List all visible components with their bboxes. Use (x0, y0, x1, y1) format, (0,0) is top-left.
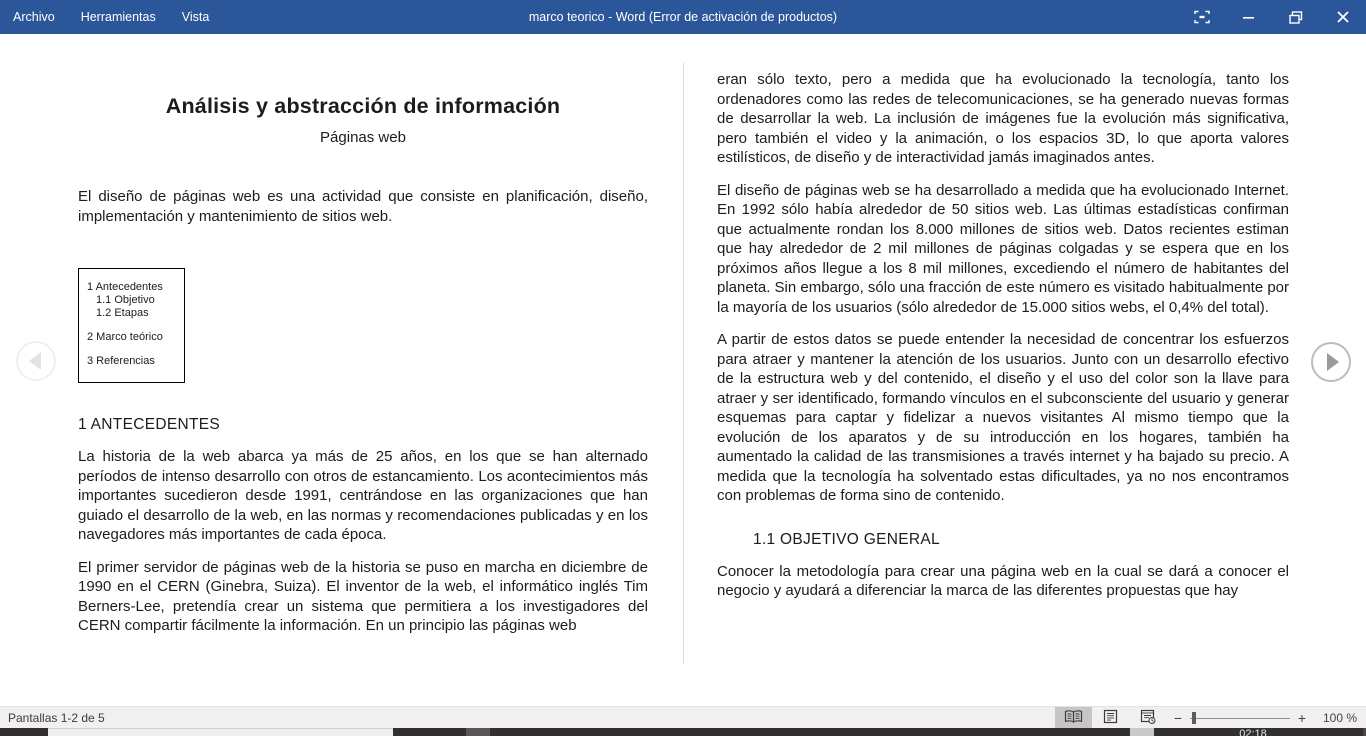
zoom-slider-thumb[interactable] (1192, 712, 1196, 724)
paragraph-conocer-metodologia: Conocer la metodología para crear una página web en la cual se dará a conocer el negocio y ayudará a diferenciar la marca de las diferentes propuestas que hay (717, 562, 1289, 599)
paragraph-eran-solo-texto: eran sólo texto, pero a medida que ha evolucionado la tecnología, tanto los ordenadores como las redes de telecomunicaciones, se ha generado nuevas formas de desarrollar la web. La inclusión de imágenes fue la evolución más significativa, pero también el video y la animación, o los espacios 3D, lo que aporta valores estilísticos, de diseño y de interactividad jamás imaginados antes. (717, 71, 1289, 166)
zoom-slider[interactable] (1190, 707, 1290, 729)
zoom-in-button[interactable]: + (1297, 710, 1307, 726)
zoom-out-button[interactable]: − (1173, 710, 1183, 726)
page-left (78, 86, 648, 636)
zoom-slider-track (1190, 718, 1290, 719)
read-mode-button[interactable] (1055, 707, 1092, 729)
table-of-contents (78, 268, 185, 383)
print-layout-icon (1103, 709, 1118, 727)
paragraph-historia: La historia de la web abarca ya más de 25 años, en los que se han alternado períodos de intenso desarrollo con otros de estancamiento. Los acontecimientos más importantes sucedieron desde 1991, centrándose en las organizaciones que han guiado el desarrollo de la web, en las normas y recomendaciones publicadas y en los navegadores más importantes de cada época. (78, 448, 648, 543)
taskbar-button[interactable] (466, 728, 490, 736)
minimize-icon (1243, 12, 1255, 22)
page-right (717, 70, 1289, 601)
window-controls (1178, 0, 1366, 34)
screens-indicator[interactable]: Pantallas 1-2 de 5 (8, 710, 105, 725)
taskbar-window-button[interactable] (48, 728, 393, 736)
close-button[interactable] (1319, 0, 1366, 34)
toc-item-referencias: 3 Referencias (87, 355, 155, 367)
paragraph-a-partir-datos: A partir de estos datos se puede entender la necesidad de concentrar los esfuerzos para atraer y mantener la atención de los usuarios. Junto con un desarrollo efectivo de la estructura web y del contenido, el diseño y el uso del color son la llave para atraer y ser identificado, formando vínculos en el subconsciente del usuario y generar esquemas para captar y fidelizar a nuevos visitantes Al mismo tiempo que la evolución de los aparatos y de su introducción en los hogares, también ha aumentado la calidad de las transmisiones a través internet y ha bajado su precio. A medida que la tecnología ha solventado estas dificultades, ya no nos encontramos con problemas de forma sino de contenido. (717, 331, 1289, 504)
window-title: marco teorico - Word (Error de activación de productos) (528, 10, 838, 24)
status-bar (0, 706, 1366, 728)
toc-item-antecedentes: 1 Antecedentes (87, 281, 163, 293)
toc-item-objetivo: 1.1 Objetivo (96, 294, 155, 306)
arrow-left-icon (29, 352, 41, 370)
menu-vista[interactable]: Vista (181, 10, 210, 24)
status-bar-right (1055, 707, 1366, 729)
heading-objetivo-general: 1.1 OBJETIVO GENERAL (753, 530, 940, 548)
document-subtitle: Páginas web (320, 129, 406, 146)
restore-icon (1289, 11, 1303, 24)
toc-item-marco-teorico: 2 Marco teórico (87, 331, 163, 343)
paragraph-diseno-desarrollado: El diseño de páginas web se ha desarrollado a medida que ha evolucionado Internet. En 1992 sólo había alrededor de 50 sitios web. Las últimas estadísticas confirman que actualmente rondan los 8.000 millones de sitios web. Datos recientes estiman que hay alrededor de 2 mil millones de páginas colgadas y se espera que en los próximos años llegue a los 8 mil millones, excediendo el número de habitantes del planeta. Sin embargo, sólo una fracción de este número es visitado habitualmente por la mayoría de los usuarios (sólo alrededor de 15.000 sitios webs, el 0,4% del total). (717, 181, 1290, 316)
document-read-view (0, 34, 1366, 706)
document-title: Análisis y abstracción de información (165, 94, 561, 118)
paragraph-intro: El diseño de páginas web es una actividad que consiste en planificación, diseño, implementación y mantenimiento de sitios web. (78, 188, 648, 225)
auto-hide-ribbon-button[interactable] (1178, 0, 1225, 34)
auto-hide-ribbon-icon (1194, 10, 1210, 24)
paragraph-primer-servidor: El primer servidor de páginas web de la historia se puso en marcha en diciembre de 1990 en el CERN (Ginebra, Suiza). El inventor de la web, el informático inglés Tim Berners-Lee, pretendía crear un sistema que permitiera a los investigadores del CERN compartir fácilmente la información. En un principio las páginas web (78, 558, 648, 634)
web-layout-icon (1140, 709, 1156, 727)
previous-screen-button[interactable] (16, 341, 56, 381)
titlebar (0, 0, 1366, 34)
toc-item-etapas: 1.2 Etapas (96, 307, 149, 319)
zoom-level[interactable]: 100 % (1322, 711, 1358, 725)
column-divider (683, 63, 684, 664)
menu-herramientas[interactable]: Herramientas (80, 10, 156, 24)
restore-button[interactable] (1272, 0, 1319, 34)
menu-archivo[interactable]: Archivo (13, 10, 55, 24)
windows-taskbar-sliver (0, 728, 1366, 736)
arrow-right-icon (1327, 353, 1339, 371)
next-screen-button[interactable] (1311, 342, 1351, 382)
close-icon (1337, 11, 1349, 23)
minimize-button[interactable] (1225, 0, 1272, 34)
read-mode-icon (1064, 710, 1083, 727)
heading-antecedentes: 1 ANTECEDENTES (78, 416, 221, 433)
taskbar-tray-button[interactable] (1130, 728, 1154, 736)
print-layout-button[interactable] (1092, 707, 1129, 729)
taskbar-clock: 02:18 (1239, 729, 1267, 736)
web-layout-button[interactable] (1129, 707, 1166, 729)
menu-bar (0, 10, 209, 24)
